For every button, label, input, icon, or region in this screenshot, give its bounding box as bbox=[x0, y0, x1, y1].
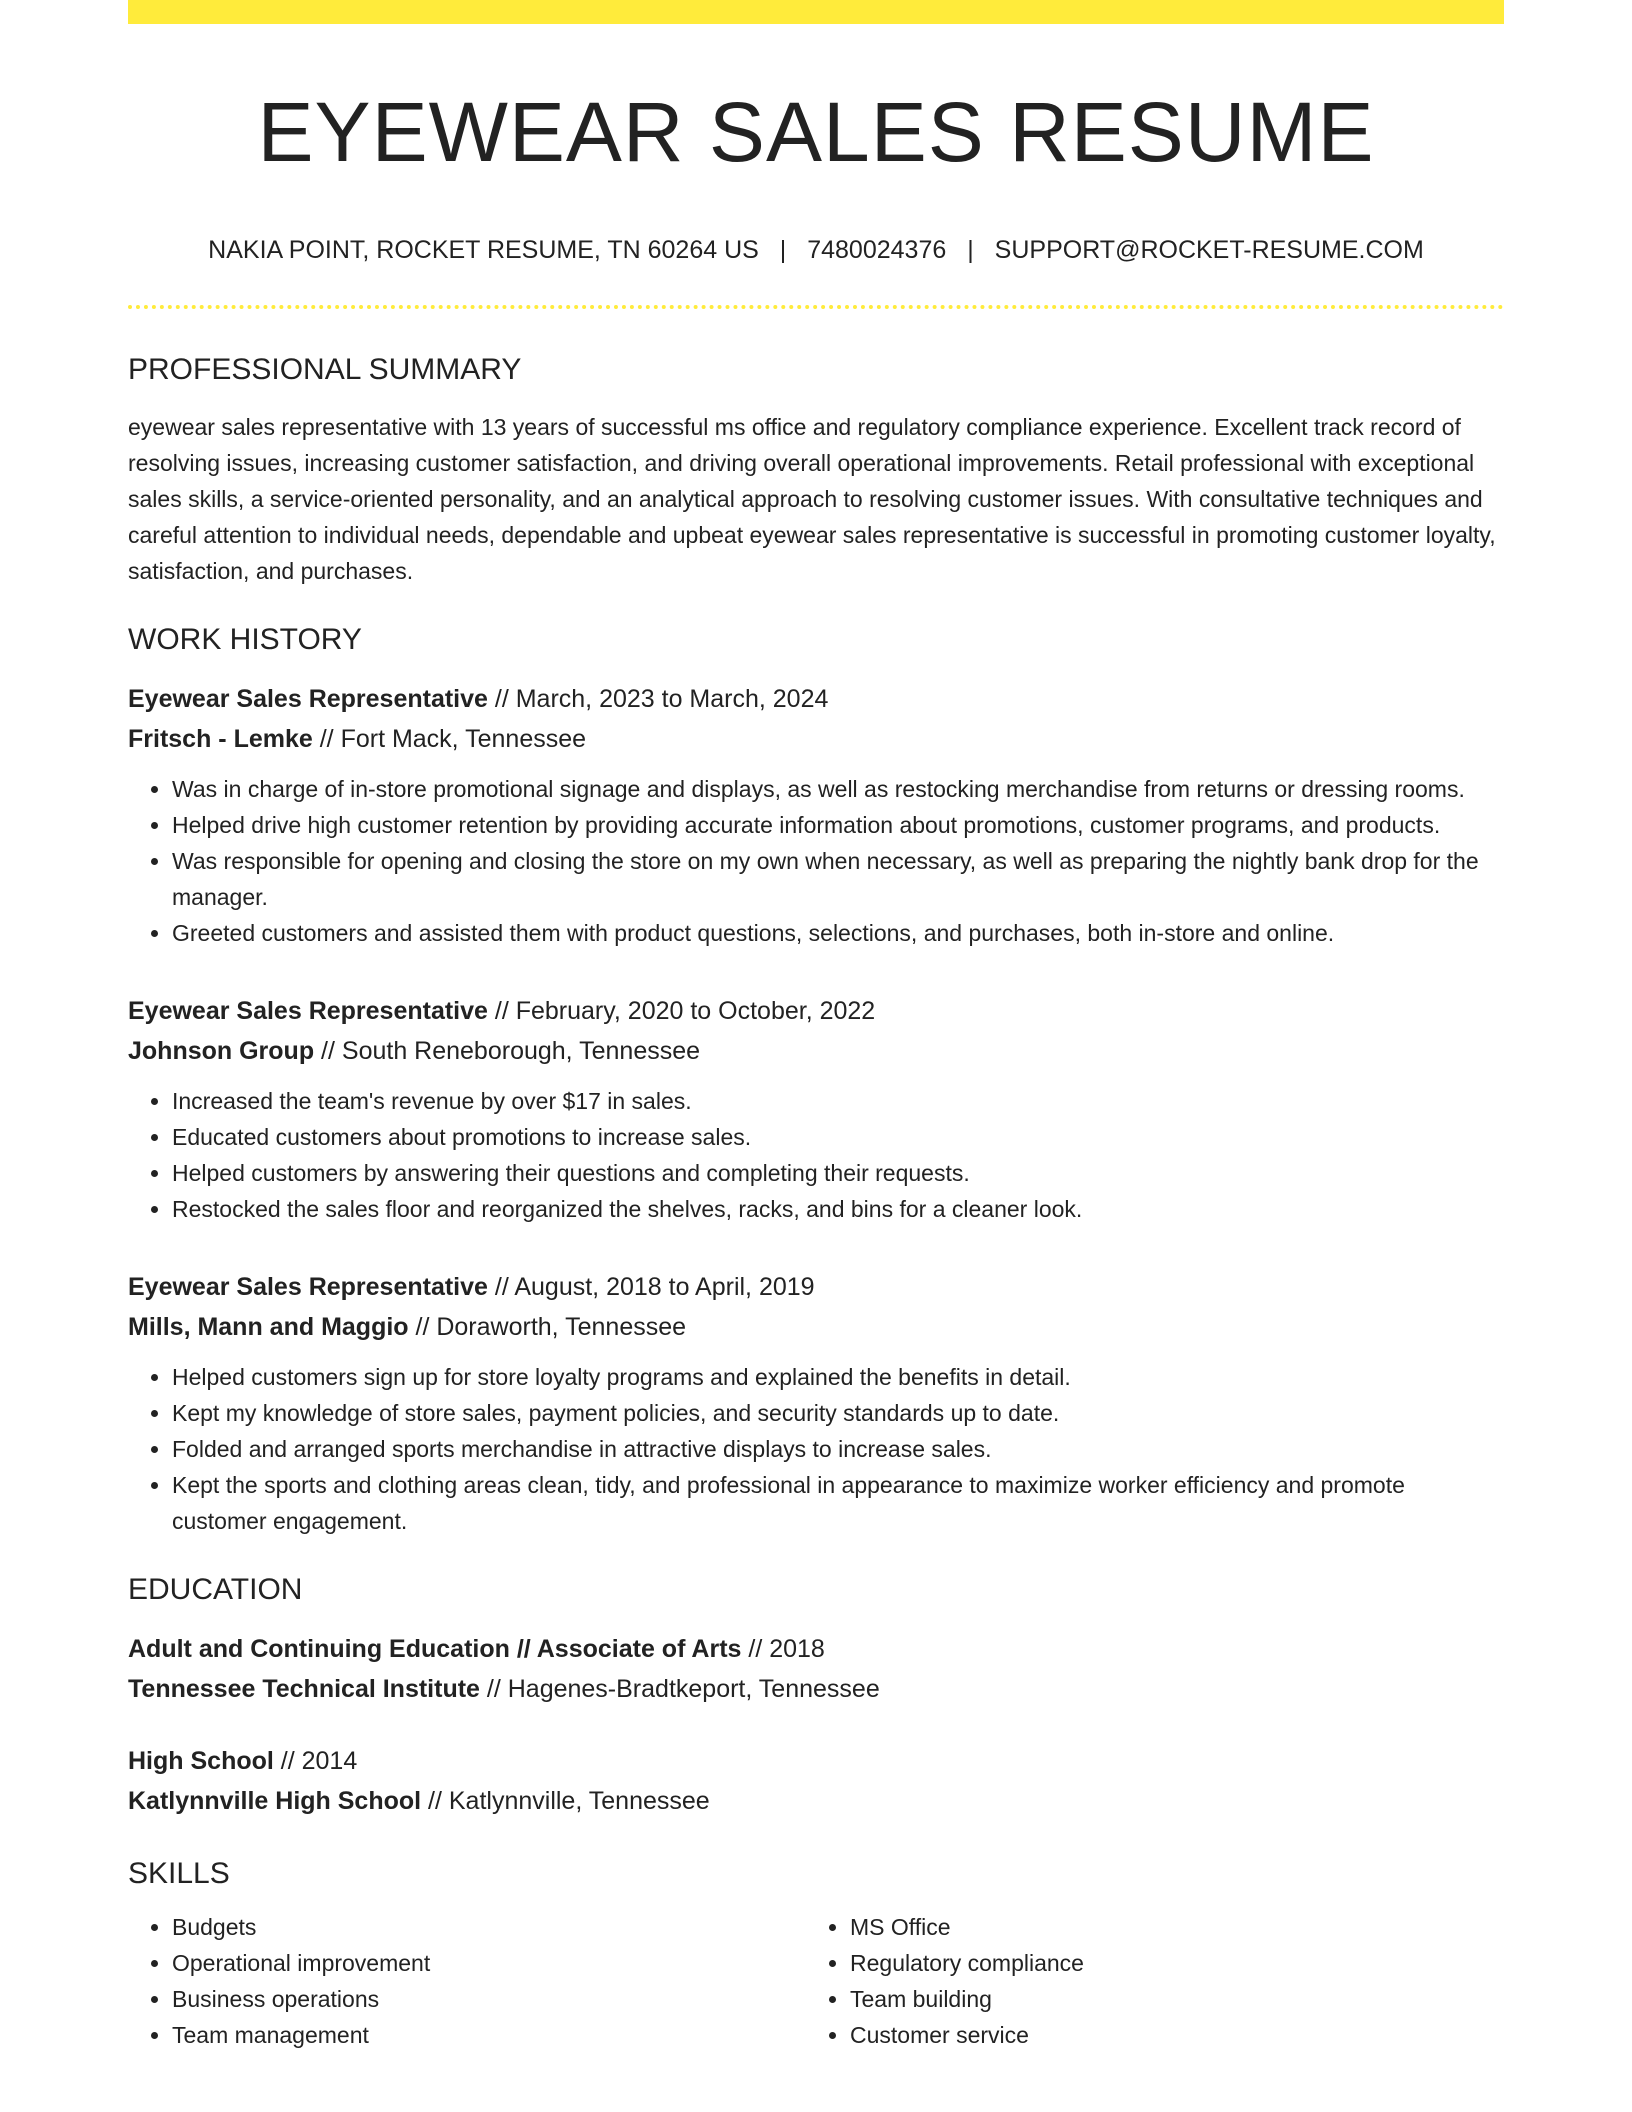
skill-item: • Customer service bbox=[850, 2017, 1484, 2053]
summary-text: eyewear sales representative with 13 years of successful ms office and regulatory compliance experience. Excellent track record of resolving issues, increasing customer satisfaction, and driving overall operational improvements. Retail professional with exceptional sales skills, a service-oriented personality, and an analytical approach to resolving customer issues. With consultative techniques and careful attention to individual needs, dependable and upbeat eyewear sales representative is successful in promoting customer loyalty, satisfaction, and purchases. bbox=[128, 414, 1496, 585]
job-company: Mills, Mann and Maggio bbox=[128, 1313, 409, 1342]
section-heading-work-history: WORK HISTORY bbox=[128, 623, 362, 657]
job-title: Eyewear Sales Representative bbox=[128, 997, 488, 1026]
skills-column-left bbox=[128, 1909, 806, 2053]
contact-email: SUPPORT@ROCKET-RESUME.COM bbox=[994, 236, 1424, 265]
job-bullet: • Kept my knowledge of store sales, payment policies, and security standards up to date. bbox=[172, 1395, 1504, 1431]
job-entry bbox=[128, 1267, 1504, 1539]
contact-separator: | bbox=[967, 236, 974, 265]
education-entry bbox=[128, 1629, 1504, 1709]
section-heading-summary: PROFESSIONAL SUMMARY bbox=[128, 353, 522, 387]
education-location: // Katlynnville, Tennessee bbox=[421, 1787, 710, 1816]
skill-item: • Team management bbox=[172, 2017, 806, 2053]
job-bullet: • Helped customers by answering their questions and completing their requests. bbox=[172, 1155, 1504, 1191]
job-title-line bbox=[128, 679, 1504, 719]
job-bullet: • Folded and arranged sports merchandise in attractive displays to increase sales. bbox=[172, 1431, 1504, 1467]
skill-item: • Budgets bbox=[172, 1909, 806, 1945]
education-degree: Adult and Continuing Education // Associate of Arts bbox=[128, 1635, 742, 1664]
job-entry bbox=[128, 991, 1504, 1227]
job-bullets bbox=[128, 1083, 1504, 1227]
job-bullet: • Educated customers about promotions to increase sales. bbox=[172, 1119, 1504, 1155]
job-location: // Doraworth, Tennessee bbox=[408, 1313, 687, 1342]
job-bullets bbox=[128, 771, 1504, 951]
job-title: Eyewear Sales Representative bbox=[128, 1273, 488, 1302]
skill-item: • Business operations bbox=[172, 1981, 806, 2017]
job-location: // Fort Mack, Tennessee bbox=[312, 725, 587, 754]
job-bullet: • Increased the team's revenue by over $17 in sales. bbox=[172, 1083, 1504, 1119]
job-company-line bbox=[128, 719, 1504, 759]
job-title-line bbox=[128, 991, 1504, 1031]
job-bullet: • Was in charge of in-store promotional signage and displays, as well as restocking merchandise from returns or dressing rooms. bbox=[172, 771, 1504, 807]
education-degree-line bbox=[128, 1629, 1504, 1669]
skill-item: • Team building bbox=[850, 1981, 1484, 2017]
job-bullet: • Helped customers sign up for store loyalty programs and explained the benefits in detail. bbox=[172, 1359, 1504, 1395]
skills-column-right bbox=[806, 1909, 1484, 2053]
job-bullet: • Was responsible for opening and closing the store on my own when necessary, as well as preparing the nightly bank drop for the manager. bbox=[172, 843, 1504, 915]
education-degree: High School bbox=[128, 1747, 274, 1776]
contact-address: NAKIA POINT, ROCKET RESUME, TN 60264 US bbox=[208, 236, 759, 265]
job-location: // South Reneborough, Tennessee bbox=[314, 1037, 701, 1066]
section-heading-education: EDUCATION bbox=[128, 1573, 303, 1607]
education-school-line bbox=[128, 1669, 1504, 1709]
job-dates: // March, 2023 to March, 2024 bbox=[487, 685, 829, 714]
section-heading-skills: SKILLS bbox=[128, 1857, 230, 1891]
education-degree-line bbox=[128, 1741, 1504, 1781]
job-bullets bbox=[128, 1359, 1504, 1539]
work-history-section bbox=[128, 623, 1504, 1539]
resume-page bbox=[128, 0, 1504, 2053]
contact-line bbox=[128, 236, 1504, 265]
job-bullet: • Greeted customers and assisted them with product questions, selections, and purchases, both in-store and online. bbox=[172, 915, 1504, 951]
skill-item: • Regulatory compliance bbox=[850, 1945, 1484, 1981]
education-section bbox=[128, 1573, 1504, 1821]
resume-title: EYEWEAR SALES RESUME bbox=[257, 85, 1375, 179]
job-bullet: • Kept the sports and clothing areas clean, tidy, and professional in appearance to maximize worker efficiency and promote customer engagement. bbox=[172, 1467, 1504, 1539]
education-year: // 2018 bbox=[741, 1635, 825, 1664]
top-accent-bar bbox=[128, 0, 1504, 24]
education-school-line bbox=[128, 1781, 1504, 1821]
job-company: Johnson Group bbox=[128, 1037, 315, 1066]
job-title-line bbox=[128, 1267, 1504, 1307]
summary-section bbox=[128, 353, 1504, 589]
job-bullet: • Helped drive high customer retention by providing accurate information about promotions, customer programs, and products. bbox=[172, 807, 1504, 843]
job-company: Fritsch - Lemke bbox=[128, 725, 313, 754]
skill-item: • MS Office bbox=[850, 1909, 1484, 1945]
skill-item: • Operational improvement bbox=[172, 1945, 806, 1981]
job-bullet: • Restocked the sales floor and reorganized the shelves, racks, and bins for a cleaner look. bbox=[172, 1191, 1504, 1227]
job-company-line bbox=[128, 1307, 1504, 1347]
education-year: // 2014 bbox=[273, 1747, 358, 1776]
skills-section bbox=[128, 1857, 1504, 2053]
job-dates: // February, 2020 to October, 2022 bbox=[487, 997, 876, 1026]
contact-separator: | bbox=[779, 236, 787, 265]
education-entry bbox=[128, 1741, 1504, 1821]
education-school: Katlynnville High School bbox=[128, 1787, 422, 1816]
job-dates: // August, 2018 to April, 2019 bbox=[487, 1273, 815, 1302]
dotted-divider bbox=[128, 305, 1504, 309]
job-title: Eyewear Sales Representative bbox=[128, 685, 488, 714]
job-company-line bbox=[128, 1031, 1504, 1071]
education-school: Tennessee Technical Institute bbox=[128, 1675, 480, 1704]
education-location: // Hagenes-Bradtkeport, Tennessee bbox=[479, 1675, 880, 1704]
job-entry bbox=[128, 679, 1504, 951]
skills-grid bbox=[128, 1909, 1504, 2053]
contact-phone: 7480024376 bbox=[807, 236, 947, 265]
